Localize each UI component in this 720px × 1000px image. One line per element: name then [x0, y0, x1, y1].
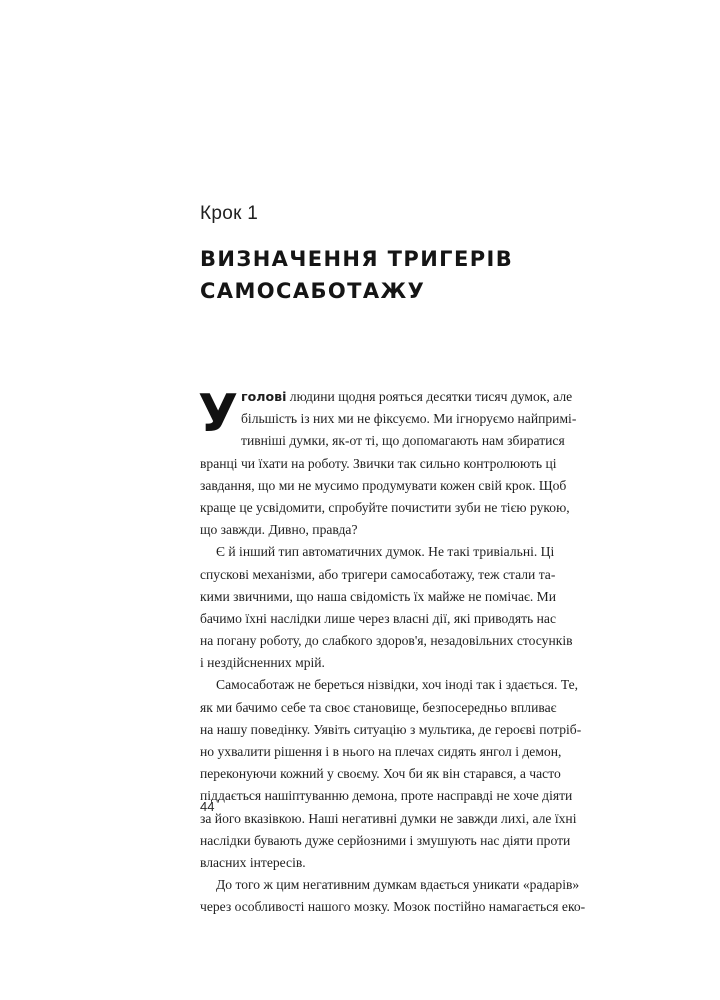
text-line: голові людини щодня рояться десятки тисяч думок, але [241, 389, 573, 404]
text-line: спускові механізми, або тригери самосаботажу, теж стали та- [200, 566, 556, 582]
text-line: більшість із них ми не фіксуємо. Ми ігноруємо найпримі- [241, 411, 577, 427]
text-line: через особливості нашого мозку. Мозок постійно намагається еко- [200, 899, 586, 915]
page-number: 44 [200, 799, 215, 814]
text-line: за його вказівкою. Наші негативні думки не завжди лихі, але їхні [200, 810, 577, 826]
text-line: но ухвалити рішення і в нього на плечах сидять янгол і демон, [200, 744, 562, 759]
text-line: піддається нашіптуванню демона, проте насправді не хоче діяти [200, 788, 573, 804]
text-line: кими звичними, що наша свідомість їх майже не помічає. Ми [200, 588, 556, 604]
text-line: Самосаботаж не береться нізвідки, хоч іноді так і здається. Те, [216, 677, 579, 693]
text-line: що завжди. Дивно, правда? [200, 522, 358, 538]
text-line: вранці чи їхати на роботу. Звички так сильно контролюють ці [200, 455, 557, 471]
text-line: завдання, що ми не мусимо продумувати кожен свій крок. Щоб [200, 477, 567, 493]
step-label: Крок 1 [200, 203, 259, 224]
text-line: переконуючи кожний у своєму. Хоч би як він старався, а часто [200, 766, 561, 782]
text-line: До того ж цим негативним думкам вдається уникати «радарів» [216, 877, 580, 893]
chapter-title [200, 243, 540, 307]
text-line: тивніші думки, як-от ті, що допомагають нам збиратися [241, 433, 565, 449]
text-line: бачимо їхні наслідки лише через власні дії, які приводять нас [200, 610, 556, 626]
body-text [198, 384, 586, 919]
drop-cap: У [198, 384, 239, 444]
chapter-title-line: ВИЗНАЧЕННЯ ТРИГЕРІВ [200, 247, 514, 271]
text-line: на нашу поведінку. Уявіть ситуацію з мультика, де героєві потріб- [200, 721, 582, 737]
text-line: краще це усвідомити, спробуйте почистити зуби не тією рукою, [200, 499, 570, 515]
text-line: і нездійсненних мрій. [200, 655, 325, 671]
text-line: наслідки бувають дуже серйозними і змушують нас діяти проти [200, 832, 571, 848]
text-line: на погану роботу, до слабкого здоров'я, незадовільних стосунків [200, 633, 573, 649]
text-line: Є й інший тип автоматичних думок. Не такі тривіальні. Ці [216, 544, 555, 560]
chapter-title-line: САМОСАБОТАЖУ [200, 279, 426, 303]
lead-bold-word: голові [241, 389, 287, 404]
text-line: як ми бачимо себе та своє становище, безпосередньо впливає [200, 699, 557, 715]
text-line: власних інтересів. [200, 854, 306, 870]
